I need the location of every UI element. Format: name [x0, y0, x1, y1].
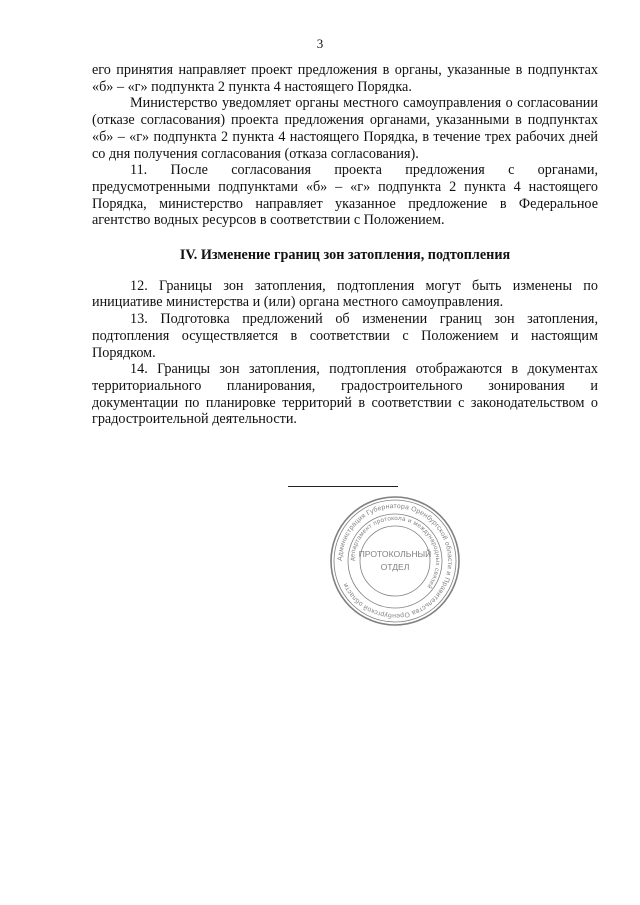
- protocol-department-stamp: [328, 494, 462, 628]
- paragraph-notification: Министерство уведомляет органы местного самоуправления о согласовании (отказе согласования) проекта предложения органами, указанными в подпунктах «б» – «г» подпункта 2 пункта 4 настоящего Порядка, в течение трех рабочих дней со дня получения согласования (отказа согласования).: [92, 95, 598, 162]
- section-title: IV. Изменение границ зон затопления, подтопления: [179, 247, 511, 264]
- stamp-center-line1: ПРОТОКОЛЬНЫЙ: [358, 549, 432, 559]
- paragraph-13: 13. Подготовка предложений об изменении границ зон затопления, подтопления осуществляется в соответствии с Положением и настоящим Порядком.: [92, 311, 598, 361]
- page-number: 3: [316, 36, 324, 51]
- paragraph-continuation: его принятия направляет проект предложения в органы, указанные в подпунктах «б» – «г» подпункта 2 пункта 4 настоящего Порядка.: [92, 62, 598, 95]
- paragraph-11: 11. После согласования проекта предложения с органами, предусмотренными подпунктами «б» – «г» подпункта 2 пункта 4 настоящего Порядка, министерство направляет указанное предложение в Федеральное агентство водных ресурсов в соответствии с Положением.: [92, 162, 598, 229]
- stamp-outer-text: Администрация Губернатора Оренбургской области и Правительства Оренбургской области: [336, 502, 454, 620]
- stamp-center-line2: ОТДЕЛ: [380, 562, 410, 572]
- closing-rule: [288, 486, 398, 487]
- stamp-inner-text: департамент протокола и международных связей: [348, 514, 442, 590]
- paragraph-12: 12. Границы зон затопления, подтопления могут быть изменены по инициативе министерства и (или) органа местного самоуправления.: [92, 277, 598, 311]
- paragraph-14: 14. Границы зон затопления, подтопления отображаются в документах территориального планирования, градостроительного зонирования и документации по планировке территорий в соответствии с законодательством о градостроительной деятельности.: [92, 361, 598, 428]
- document-body: [92, 62, 598, 428]
